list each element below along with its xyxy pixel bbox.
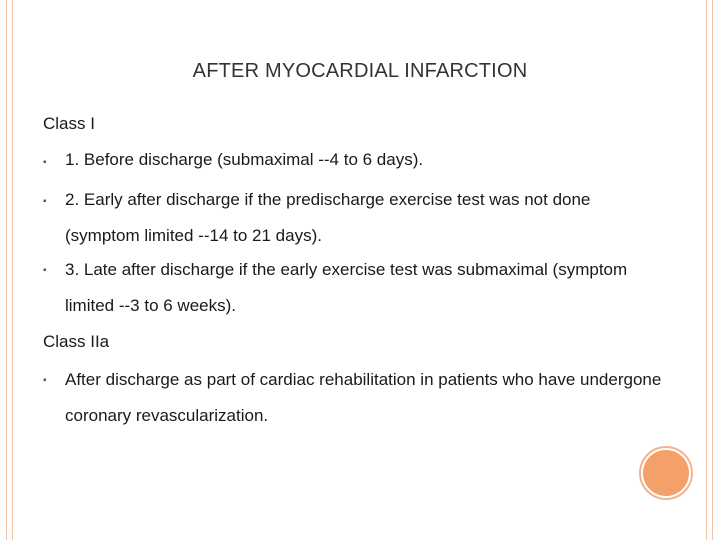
slide-title: AFTER MYOCARDIAL INFARCTION <box>192 60 528 82</box>
list-item-text: After discharge as part of cardiac rehabilitation in patients who have undergone coronary revascularization. <box>65 370 662 425</box>
section-heading-class-i: Class I <box>43 114 95 133</box>
bullet-marker: ▪ <box>43 157 47 168</box>
list-item-text: 2. Early after discharge if the predischarge exercise test was not done (symptom limited --14 to 21 days). <box>65 190 591 245</box>
list-item-text: 1. Before discharge (submaximal --4 to 6 days). <box>65 150 424 169</box>
bullet-marker: ▪ <box>43 196 47 207</box>
bullet-marker: ▪ <box>43 265 47 276</box>
list-item-text: 3. Late after discharge if the early exercise test was submaximal (symptom limited --3 to 6 weeks). <box>65 260 628 315</box>
bullet-marker: ▪ <box>43 375 47 386</box>
decorative-circle <box>641 448 691 498</box>
section-heading-class-iia: Class IIa <box>43 332 110 351</box>
